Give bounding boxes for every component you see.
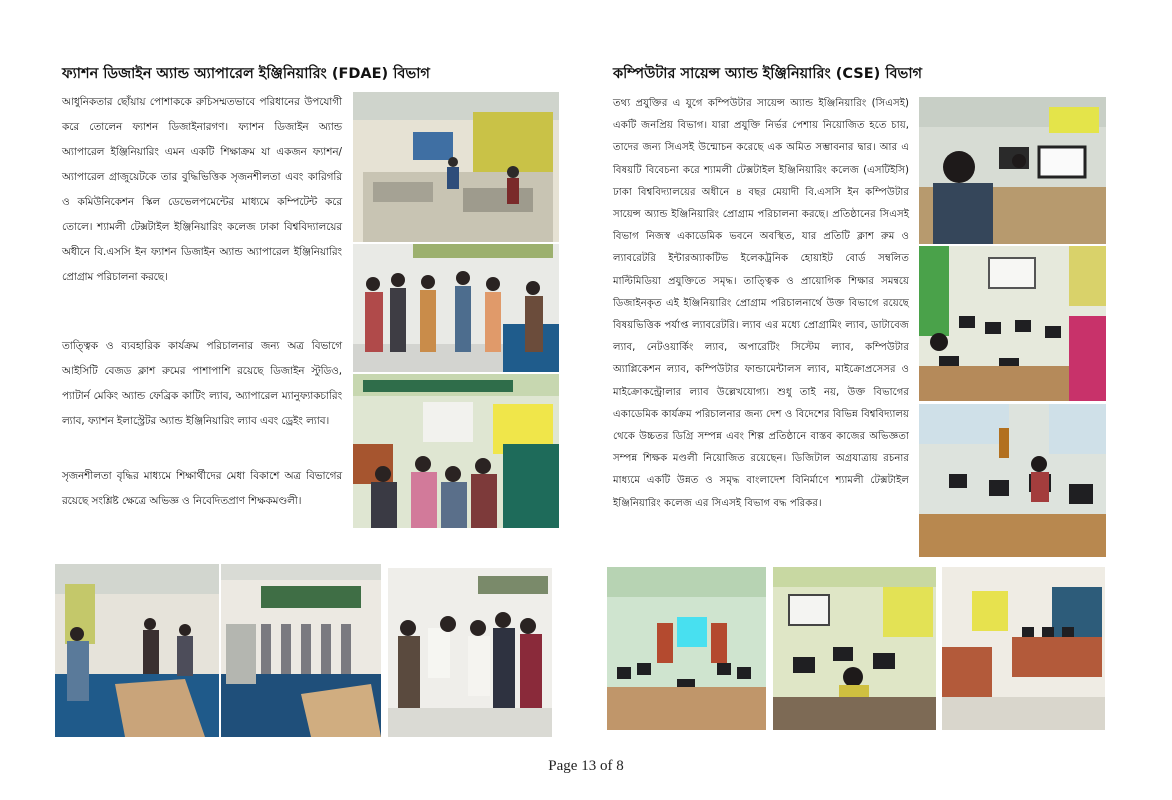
fdae-paragraph-2: তাত্ত্বিক ও ব্যবহারিক কার্যক্রম পরিচালনার জন্য অত্র বিভাগে আইসিটি বেজড ক্লাশ রুমের পাশাপাশি রয়েছে ডিজাইন স্টুডিও, প্যাটার্ন মেকিং অ্যান্ড ফেব্রিক কাটিং ল্যাব, অ্যাপারেল ম্যানুফ্যাকচারিং ল্যাব, ফ্যাশন ইলাস্ট্রেটর অ্যান্ড ইঞ্জিনিয়ারিং ল্যাব এবং ড্রেইং ল্যাব। [62,340,342,427]
cse-paragraph: তথ্য প্রযুক্তির এ যুগে কম্পিউটার সায়েন্স অ্যান্ড ইঞ্জিনিয়ারিং (সিএসই) একটি জনপ্রিয় বিভাগ। যারা প্রযুক্তি নির্ভর পেশায় নিয়োজিত হতে চায়, তাদের জন্য সিএসই উন্মোচন করেছে এক অমিত সম্ভাবনার দ্বার। আর এ বিষয়টি বিবেচনা করে শ্যামলী টেক্সটাইল ইঞ্জিনিয়ারিং কলেজ (এসটিইসি) ঢাকা বিশ্ববিদ্যালয়ের অধীনে ৪ বছর মেয়াদী বি.এসসি ইন কম্পিউটার সায়েন্স অ্যান্ড ইঞ্জিনিয়ারিং প্রোগ্রাম পরিচালনা করছে। প্রতিষ্ঠানের সিএসই বিভাগ নিজস্ব একাডেমিক ভবনে অবস্থিত, যার প্রতিটি ক্লাশ রুম ও ল্যাবরেটরি ইন্টারঅ্যাকটিভ ইলেকট্রনিক হোয়াইট বোর্ড সম্বলিত মাল্টিমিডিয়া প্রযুক্তিতে সমৃদ্ধ। তাত্ত্বিক ও প্রায়োগিক শিক্ষার সমন্বয়ে ডিজাইনকৃত এই ইঞ্জিনিয়ারিং প্রোগ্রাম পরিচালনার্থে উক্ত বিভাগে রয়েছে বিষয়ভিত্তিক পর্যাপ্ত ল্যাবরেটরি। ল্যাব এর মধ্যে প্রোগ্রামিং ল্যাব, ডাটাবেজ ল্যাব, নেটওয়ার্কিং ল্যাব, অপারেটিং সিস্টেম ল্যাব, কম্পিউটার অ্যাপ্লিকেশন ল্যাব, কম্পিউটার ফান্ডামেন্টালস ল্যাব, মাইক্রোপ্রসেসর ও মাইক্রোকন্ট্রোলার ল্যাব উল্লেখযোগ্য। শুধু তাই নয়, উক্ত বিভাগের একাডেমিক কার্যক্রম পরিচালনার জন্য দেশ ও বিদেশের বিভিন্ন বিশ্ববিদ্যালয় থেকে উচ্চতর ডিগ্রি সম্পন্ন এবং শিল্প প্রতিষ্ঠানে বাস্তব কাজের অভিজ্ঞতা সম্পন্ন শিক্ষক মণ্ডলী নিয়োজিত রয়েছেন। ডিজিটাল অগ্রযাত্রায় রচনার মাধ্যমে একটি উন্নত ও সমৃদ্ধ বাংলাদেশ বিনির্মাণে শ্যামলী টেক্সটাইল ইঞ্জিনিয়ারিং কলেজ এর সিএসই বিভাগ বদ্ধ পরিকর। [613,98,909,509]
cse-lab-photo-6 [942,567,1105,730]
fdae-paragraph-3: সৃজনশীলতা বৃদ্ধির মাধ্যমে শিক্ষার্থীদের মেধা বিকাশে অত্র বিভাগের রয়েছে সংশ্লিষ্ট ক্ষেত্রে অভিজ্ঞ ও নিবেদিতপ্রাণ শিক্ষকমণ্ডলী। [62,470,342,507]
fdae-mannequin-photo [221,564,381,737]
cse-lab-photo-5 [773,567,936,730]
fdae-studio-photo [353,374,559,528]
fdae-heading: ফ্যাশন ডিজাইন অ্যান্ড অ্যাপারেল ইঞ্জিনিয়ারিং (FDAE) বিভাগ [62,66,430,82]
fdae-group-photo [353,244,559,372]
page-number: Page 13 of 8 [548,758,624,774]
cse-lab-photo-2 [919,246,1106,401]
cse-heading: কম্পিউটার সায়েন্স অ্যান্ড ইঞ্জিনিয়ারিং (CSE) বিভাগ [613,66,923,82]
fdae-classroom-photo [353,92,559,242]
cse-lab-photo-3 [919,404,1106,557]
cse-lab-photo-1 [919,97,1106,244]
cse-lab-photo-4 [607,567,766,730]
fdae-paragraph-1: আধুনিকতার ছোঁয়ায় পোশাককে রুচিসম্মতভাবে পরিধানের উপযোগী করে তোলেন ফ্যাশন ডিজাইনারগণ। ফ্যাশন ডিজাইন অ্যান্ড অ্যাপারেল ইঞ্জিনিয়ারিং এমন একটি শিক্ষাক্রম যা একজন ফ্যাশন/অ্যাপারেল গ্রাজুয়েটকে তার বুদ্ধিভিত্তিক সৃজনশীলতা এবং কারিগরি ও কমিউনিকেশন স্কিল ডেভেলপমেন্টের মাধ্যমে কম্পিটেন্ট করে তোলে। শ্যামলী টেক্সটাইল ইঞ্জিনিয়ারিং কলেজ ঢাকা বিশ্ববিদ্যালয়ের অধীনে বি.এসসি ইন ফ্যাশন ডিজাইন অ্যান্ড অ্যাপারেল ইঞ্জিনিয়ারিং প্রোগ্রাম পরিচালনা করছে। [62,96,342,283]
fdae-students-photo [388,568,552,737]
fdae-cutting-lab-photo [55,564,219,737]
